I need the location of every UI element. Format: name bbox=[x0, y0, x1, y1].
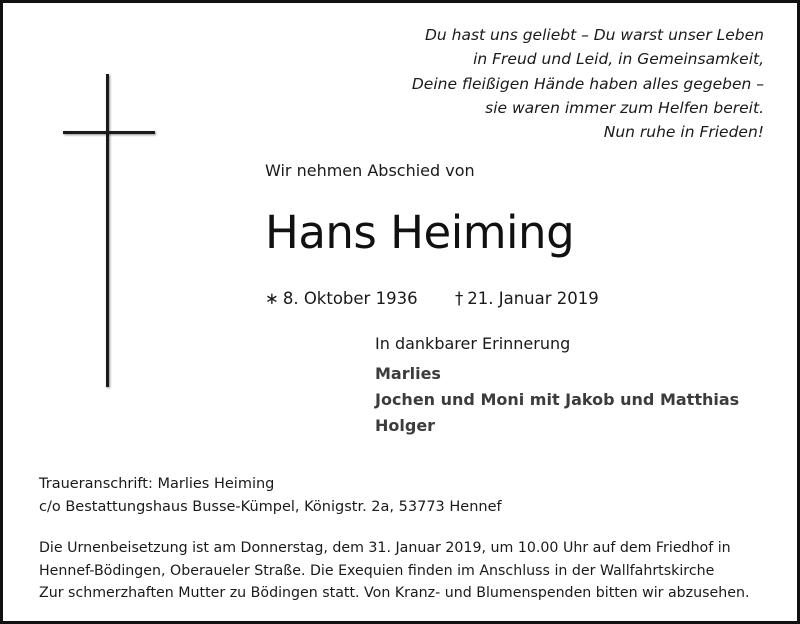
address-line: c/o Bestattungshaus Busse-Kümpel, Königstr. 2a, 53773 Hennef bbox=[39, 499, 502, 515]
mourner-item: Jochen und Moni mit Jakob und Matthias bbox=[375, 390, 740, 409]
funeral-notice bbox=[39, 537, 769, 605]
death-dagger-icon: † bbox=[455, 289, 464, 308]
cross-horizontal-bar bbox=[63, 131, 155, 134]
notice-line: Die Urnenbeisetzung ist am Donnerstag, dem 31. Januar 2019, um 10.00 Uhr auf dem Friedhof in bbox=[39, 540, 731, 556]
birth-star-icon: ∗ bbox=[265, 289, 279, 308]
mourner-item: Marlies bbox=[375, 364, 441, 383]
notice-line: Hennef-Bödingen, Oberaueler Straße. Die Exequien finden im Anschluss in der Wallfahrtskirche bbox=[39, 562, 715, 579]
notice-line: Zur schmerzhaften Mutter zu Bödingen statt. Von Kranz- und Blumenspenden bitten wir abzusehen. bbox=[39, 585, 750, 601]
mourner-item: Holger bbox=[375, 416, 436, 435]
address-name: Marlies Heiming bbox=[157, 476, 275, 492]
poem-line: Deine fleißigen Hände haben alles gegeben – bbox=[411, 74, 764, 93]
deceased-name: Hans Heiming bbox=[265, 206, 575, 259]
address-label: Traueranschrift: bbox=[39, 476, 153, 492]
death-date bbox=[455, 289, 599, 308]
cross-vertical-bar bbox=[106, 74, 109, 387]
birth-date-text: 8. Oktober 1936 bbox=[282, 289, 418, 308]
memory-line: In dankbarer Erinnerung bbox=[375, 334, 571, 353]
death-date-text: 21. Januar 2019 bbox=[467, 289, 599, 308]
intro-text: Wir nehmen Abschied von bbox=[265, 161, 475, 180]
poem-line: sie waren immer zum Helfen bereit. bbox=[485, 98, 764, 117]
birth-date bbox=[265, 289, 418, 308]
mourning-address bbox=[39, 473, 502, 519]
poem-line: Nun ruhe in Frieden! bbox=[603, 123, 764, 142]
poem-line: in Freud und Leid, in Gemeinsamkeit, bbox=[473, 50, 764, 69]
mourners-list bbox=[375, 361, 739, 439]
poem bbox=[294, 23, 764, 144]
poem-line: Du hast uns geliebt – Du warst unser Leben bbox=[424, 26, 764, 44]
